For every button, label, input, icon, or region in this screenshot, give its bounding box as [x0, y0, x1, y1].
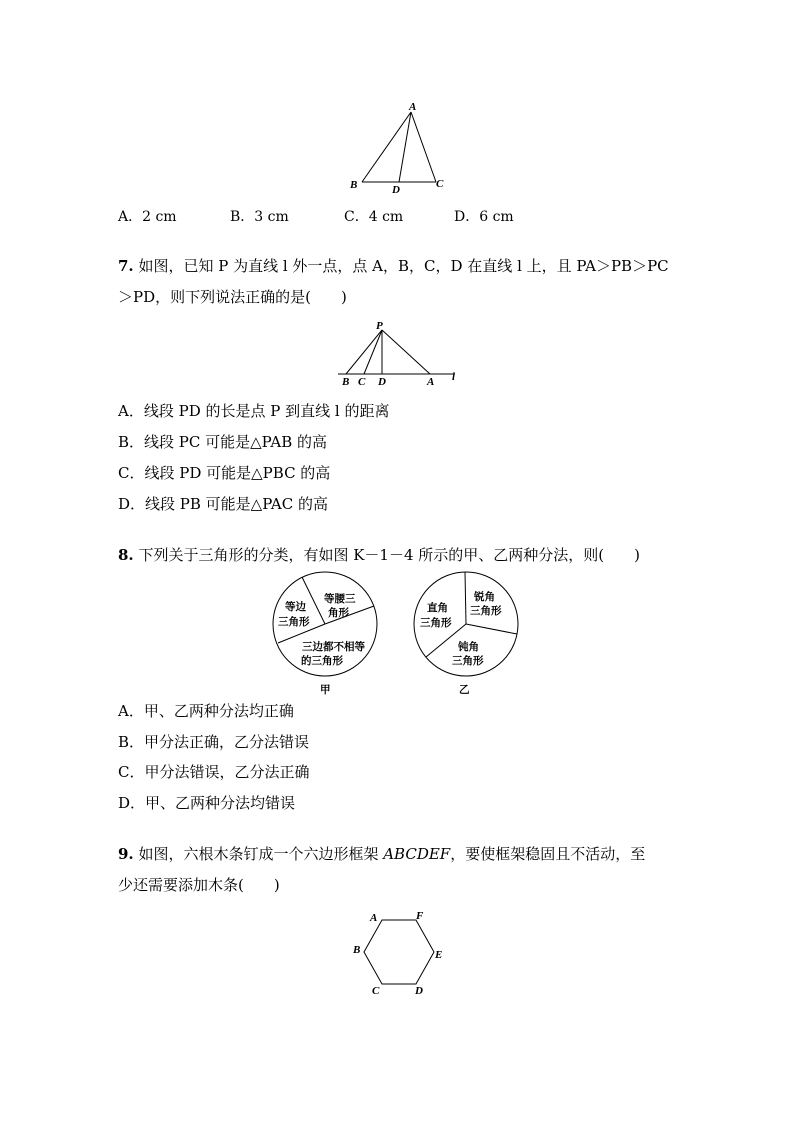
yi-acute-line1: 锐角 [474, 591, 495, 603]
q8-stem-text: 下列关于三角形的分类，有如图 K－1－4 所示的甲、乙两种分法，则( ) [133, 546, 640, 564]
q9-label-a: A [370, 912, 378, 924]
jia-scalene-line1: 三边都不相等 [302, 641, 365, 653]
yi-caption: 乙 [459, 684, 470, 696]
yi-acute-line2: 三角形 [470, 605, 502, 617]
q8-option-b[interactable]: B．甲分法正确，乙分法错误 [118, 733, 310, 751]
q6-triangle-figure [340, 98, 460, 198]
q8-pie-figures [266, 568, 536, 698]
q7-line-figure [332, 318, 468, 388]
q8-option-a[interactable]: A．甲、乙两种分法均正确 [118, 702, 294, 720]
q9-label-e: E [435, 949, 443, 961]
q9-hexagon-figure [340, 900, 460, 1000]
q9-number: 9. [118, 845, 134, 863]
q7-label-a: A [427, 376, 435, 388]
q7-stem-text1: 如图，已知 P 为直线 l 外一点，点 A，B，C，D 在直线 l 上，且 PA＞PB＞PC [133, 257, 669, 275]
q6-option-b[interactable]: B．3 cm [230, 209, 289, 225]
q7-option-b[interactable]: B．线段 PC 可能是△PAB 的高 [118, 433, 328, 451]
jia-equilateral-line2: 三角形 [278, 616, 310, 628]
q9-stem-text1-post: ，要使框架稳固且不活动，至 [450, 845, 646, 863]
q7-option-a[interactable]: A．线段 PD 的长是点 P 到直线 l 的距离 [118, 402, 390, 420]
q7-stem-line2: ＞PD，则下列说法正确的是( ) [118, 288, 347, 306]
jia-isosceles-line2: 角形 [328, 607, 349, 619]
q7-label-l: l [452, 371, 456, 383]
q9-stem-line1 [118, 844, 645, 864]
q6-option-d[interactable]: D．6 cm [454, 209, 514, 225]
yi-right-line2: 三角形 [420, 617, 452, 629]
q9-stem-line2: 少还需要添加木条( ) [118, 876, 280, 894]
yi-obtuse-line2: 三角形 [452, 655, 484, 667]
q8-stem [118, 545, 640, 565]
q7-label-d: D [378, 376, 386, 388]
q9-label-d: D [415, 985, 423, 997]
q7-label-b: B [342, 376, 350, 388]
q7-option-d[interactable]: D．线段 PB 可能是△PAC 的高 [118, 495, 329, 513]
q6-option-a[interactable]: A．2 cm [118, 209, 177, 225]
q9-stem-hexagon-name: ABCDEF [383, 845, 451, 863]
yi-right-line1: 直角 [427, 602, 448, 614]
q6-label-d: D [392, 184, 400, 196]
q9-label-f: F [416, 910, 424, 922]
q6-option-c[interactable]: C．4 cm [344, 209, 404, 225]
q8-option-d[interactable]: D．甲、乙两种分法均错误 [118, 794, 296, 812]
q7-number: 7. [118, 257, 134, 275]
q7-label-p: P [376, 320, 383, 332]
jia-equilateral-line1: 等边 [285, 601, 306, 613]
jia-isosceles-line1: 等腰三 [324, 593, 356, 605]
q6-label-a: A [409, 101, 417, 113]
q9-label-b: B [353, 944, 361, 956]
jia-scalene-line2: 的三角形 [301, 655, 343, 667]
jia-caption: 甲 [320, 684, 331, 696]
q6-label-b: B [350, 179, 358, 191]
q7-option-c[interactable]: C．线段 PD 可能是△PBC 的高 [118, 464, 331, 482]
q9-label-c: C [372, 985, 380, 997]
yi-obtuse-line1: 钝角 [458, 641, 479, 653]
q8-number: 8. [118, 546, 134, 564]
q8-option-c[interactable]: C．甲分法错误，乙分法正确 [118, 763, 310, 781]
q6-label-c: C [436, 178, 444, 190]
q7-stem-line1 [118, 256, 669, 276]
q7-label-c: C [358, 376, 366, 388]
q6-options [118, 206, 678, 226]
q9-stem-text1: 如图，六根木条钉成一个六边形框架 [133, 845, 384, 863]
